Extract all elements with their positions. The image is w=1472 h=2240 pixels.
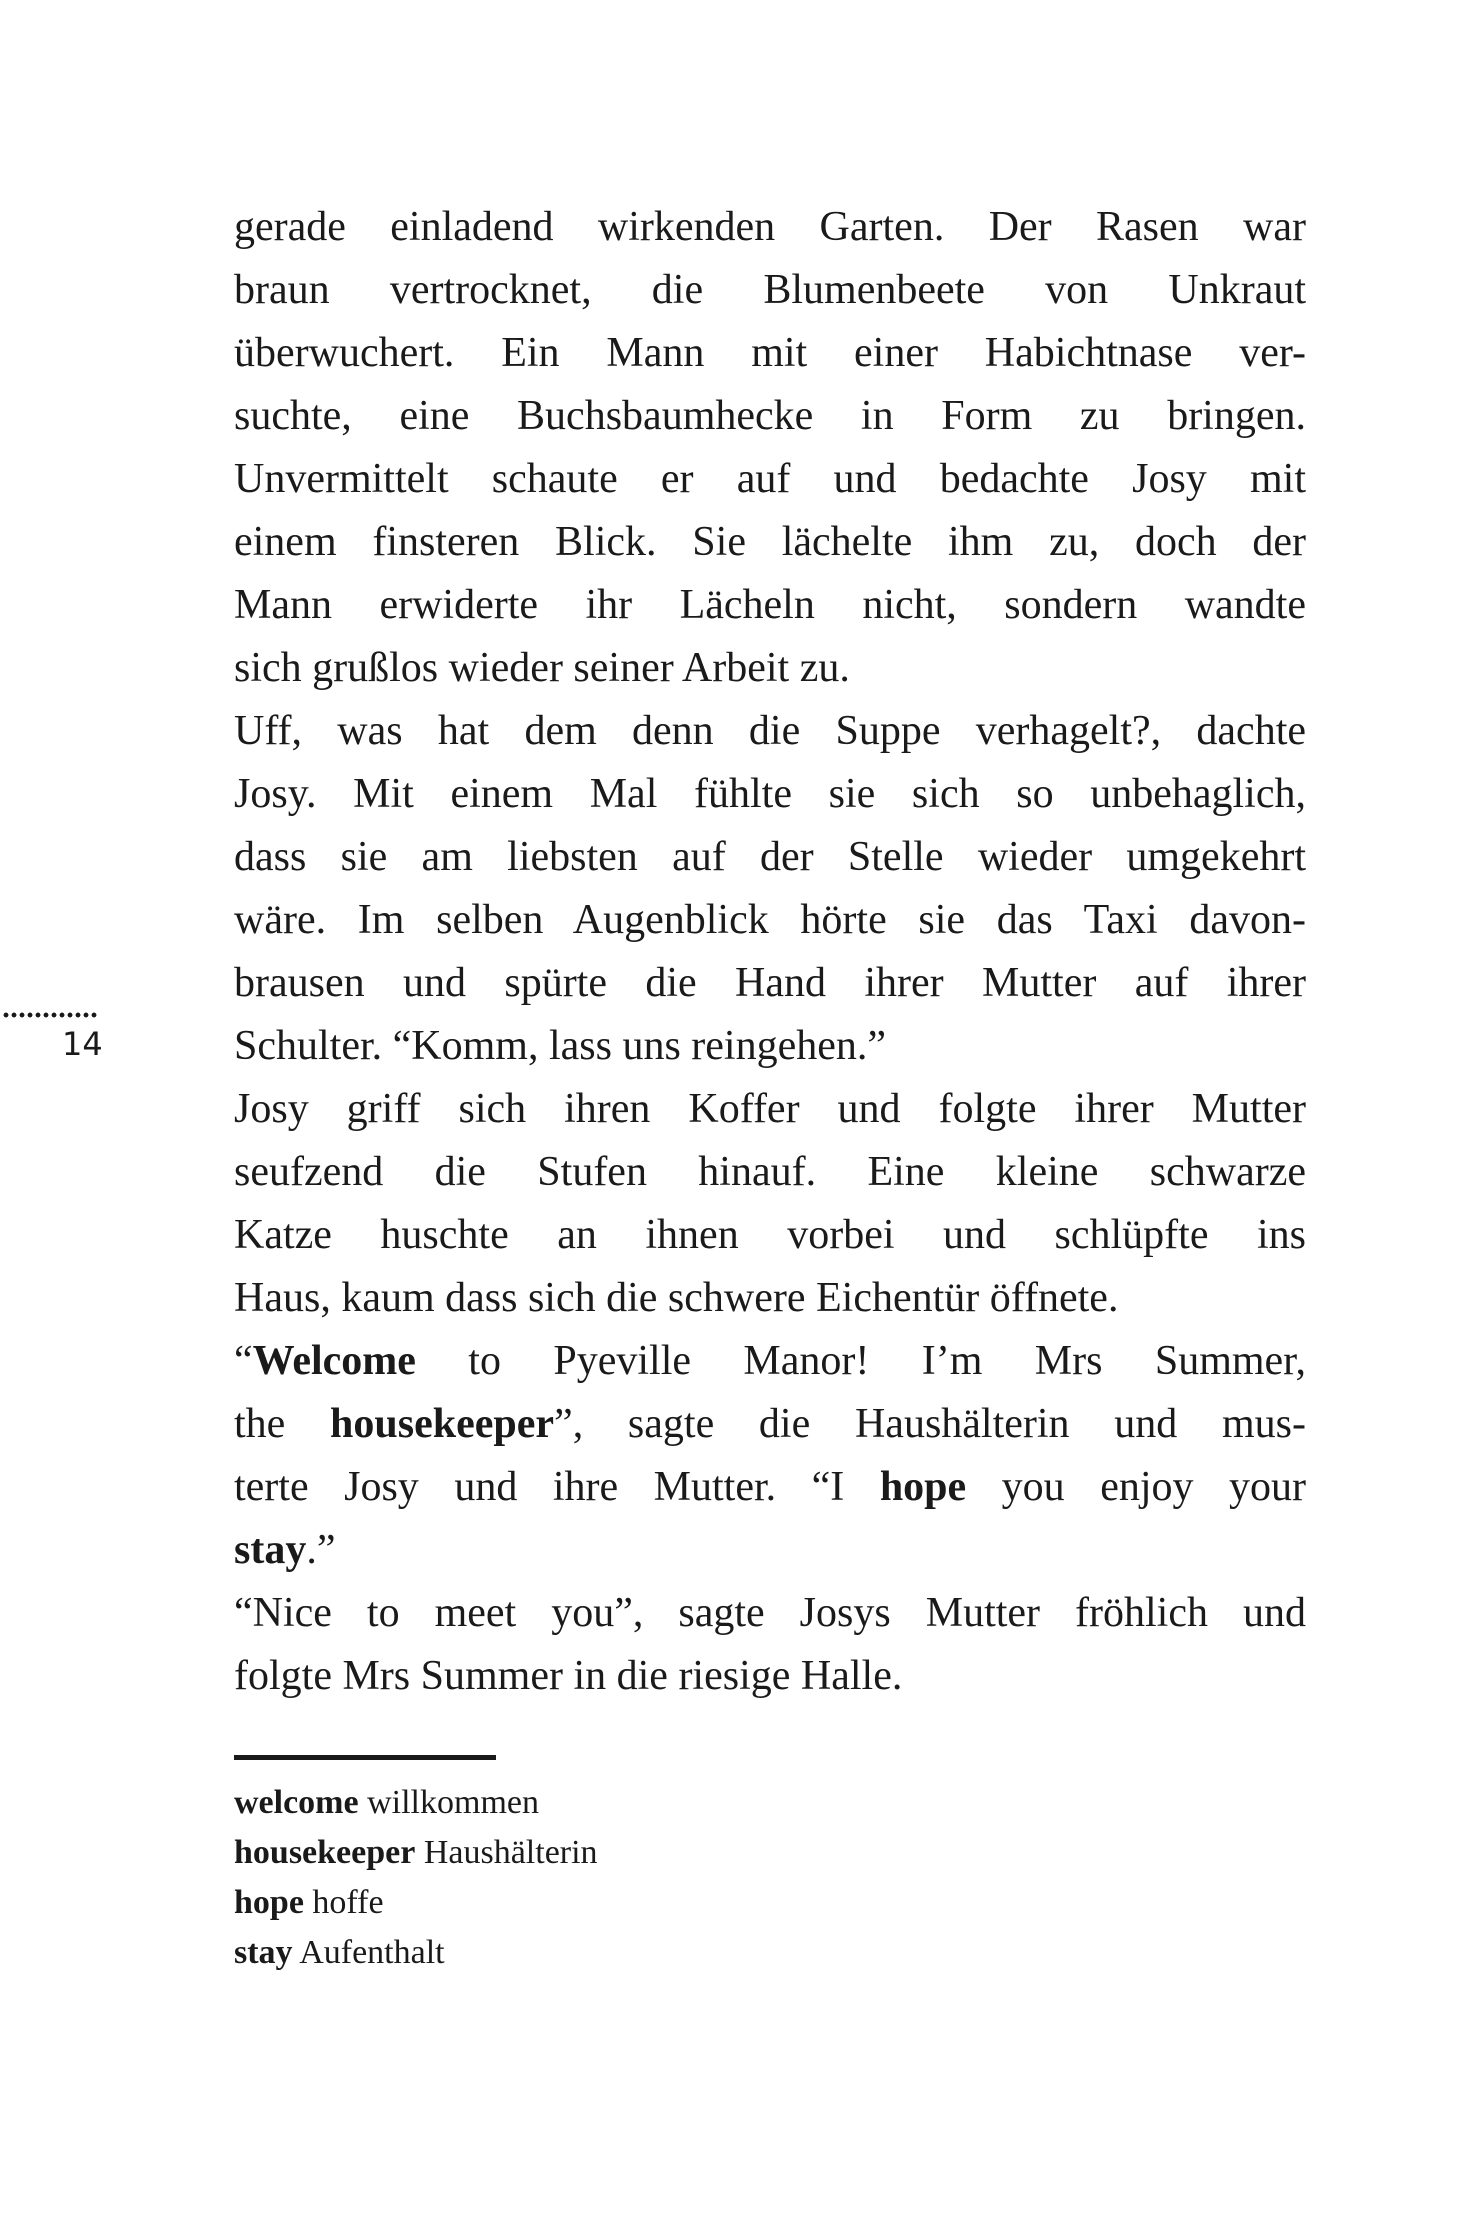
text-line xyxy=(234,700,1306,763)
text-line-content xyxy=(234,1015,886,1078)
text-line xyxy=(234,1141,1306,1204)
glossary-entry xyxy=(234,1878,598,1928)
text-line-content xyxy=(234,511,1306,574)
text-line xyxy=(234,1267,1306,1330)
text-run: “Nice to meet you”, sagte Josys Mutter fröhlich und xyxy=(234,1590,1306,1636)
text-line-content xyxy=(234,1330,1306,1393)
text-line xyxy=(234,1582,1306,1645)
text-run: terte Josy und ihre Mutter. “I xyxy=(234,1464,880,1510)
text-run: sich grußlos wieder seiner Arbeit zu. xyxy=(234,645,850,691)
text-line-content xyxy=(234,1267,1118,1330)
text-line-content xyxy=(234,385,1306,448)
text-line xyxy=(234,1015,1306,1078)
text-run: the xyxy=(234,1401,331,1447)
text-line xyxy=(234,511,1306,574)
text-line xyxy=(234,196,1306,259)
text-line xyxy=(234,1456,1306,1519)
text-run: einem finsteren Blick. Sie lächelte ihm zu, doch der xyxy=(234,519,1306,565)
text-run: Mann erwiderte ihr Lächeln nicht, sondern wandte xyxy=(234,582,1306,628)
text-line-content xyxy=(234,1393,1306,1456)
text-run: Unvermittelt schaute er auf und bedachte Josy mit xyxy=(234,456,1306,502)
text-run: dass sie am liebsten auf der Stelle wieder umgekehrt xyxy=(234,834,1306,880)
text-run: Haus, kaum dass sich die schwere Eichentür öffnete. xyxy=(234,1275,1119,1321)
text-run: .” xyxy=(306,1527,336,1573)
text-line-content xyxy=(234,448,1306,511)
text-line xyxy=(234,385,1306,448)
text-line-content xyxy=(234,700,1306,763)
glossary-term: housekeeper xyxy=(234,1834,416,1871)
text-line xyxy=(234,259,1306,322)
text-line-content xyxy=(234,322,1306,385)
text-line xyxy=(234,637,1306,700)
text-line-content xyxy=(234,1645,902,1708)
glossary-term: hope xyxy=(234,1884,304,1921)
text-run: Josy griff sich ihren Koffer und folgte ihrer Mutter xyxy=(234,1086,1306,1132)
glossary-entry xyxy=(234,1778,598,1828)
text-line-content xyxy=(234,826,1306,889)
text-line-content xyxy=(234,1141,1306,1204)
glossary-entry xyxy=(234,1828,598,1878)
text-line xyxy=(234,1330,1306,1393)
text-line xyxy=(234,1078,1306,1141)
dotted-rule xyxy=(2,1012,98,1018)
text-line xyxy=(234,448,1306,511)
text-run: braun vertrocknet, die Blumenbeete von Unkraut xyxy=(234,267,1306,313)
glossary-translation: hoffe xyxy=(312,1884,384,1921)
text-line xyxy=(234,1519,1306,1582)
text-run: Josy. Mit einem Mal fühlte sie sich so unbehaglich, xyxy=(234,771,1306,817)
text-line xyxy=(234,826,1306,889)
text-line xyxy=(234,322,1306,385)
text-line xyxy=(234,952,1306,1015)
text-line-content xyxy=(234,259,1306,322)
text-run: seufzend die Stufen hinauf. Eine kleine schwarze xyxy=(234,1149,1306,1195)
text-line-content xyxy=(234,637,850,700)
text-run: überwuchert. Ein Mann mit einer Habichtnase ver- xyxy=(234,330,1306,376)
vocab-highlight: stay xyxy=(234,1527,307,1573)
vocab-highlight: housekeeper xyxy=(330,1401,555,1447)
text-run: wäre. Im selben Augenblick hörte sie das Taxi davon- xyxy=(234,897,1306,943)
text-run: Schulter. “Komm, lass uns reingehen.” xyxy=(234,1023,887,1069)
text-run: Uff, was hat dem denn die Suppe verhagelt?, dachte xyxy=(234,708,1306,754)
text-run: suchte, eine Buchsbaumhecke in Form zu bringen. xyxy=(234,393,1306,439)
glossary xyxy=(234,1778,598,1978)
footnote-divider xyxy=(234,1755,496,1760)
text-run: gerade einladend wirkenden Garten. Der Rasen war xyxy=(234,204,1306,250)
text-run: brausen und spürte die Hand ihrer Mutter auf ihrer xyxy=(234,960,1306,1006)
text-run: folgte Mrs Summer in die riesige Halle. xyxy=(234,1653,903,1699)
vocab-highlight: hope xyxy=(879,1464,967,1510)
text-line xyxy=(234,1204,1306,1267)
text-run: you enjoy your xyxy=(966,1464,1307,1510)
glossary-translation: willkommen xyxy=(367,1784,539,1821)
text-run: ”, sagte die Haushälterin und mus- xyxy=(554,1401,1307,1447)
text-line xyxy=(234,763,1306,826)
glossary-entry xyxy=(234,1928,598,1978)
text-line-content xyxy=(234,763,1306,826)
glossary-term: welcome xyxy=(234,1784,359,1821)
text-line xyxy=(234,1645,1306,1708)
text-line-content xyxy=(234,196,1306,259)
text-run: Katze huschte an ihnen vorbei und schlüpfte ins xyxy=(234,1212,1306,1258)
text-line-content xyxy=(234,1078,1306,1141)
text-line-content xyxy=(234,1456,1306,1519)
text-line-content xyxy=(234,1582,1306,1645)
text-run: to Pyeville Manor! I’m Mrs Summer, xyxy=(415,1338,1306,1384)
text-line-content xyxy=(234,1519,336,1582)
page-number: 14 xyxy=(62,1025,103,1063)
glossary-term: stay xyxy=(234,1934,293,1971)
text-line-content xyxy=(234,574,1306,637)
text-line-content xyxy=(234,889,1306,952)
text-line xyxy=(234,1393,1306,1456)
text-line-content xyxy=(234,1204,1306,1267)
glossary-translation: Haushälterin xyxy=(423,1834,598,1871)
text-line-content xyxy=(234,952,1306,1015)
text-line xyxy=(234,574,1306,637)
glossary-translation: Aufenthalt xyxy=(299,1934,445,1971)
vocab-highlight: Welcome xyxy=(252,1338,416,1384)
text-run: “ xyxy=(234,1338,253,1384)
body-text xyxy=(234,196,1306,1708)
text-line xyxy=(234,889,1306,952)
